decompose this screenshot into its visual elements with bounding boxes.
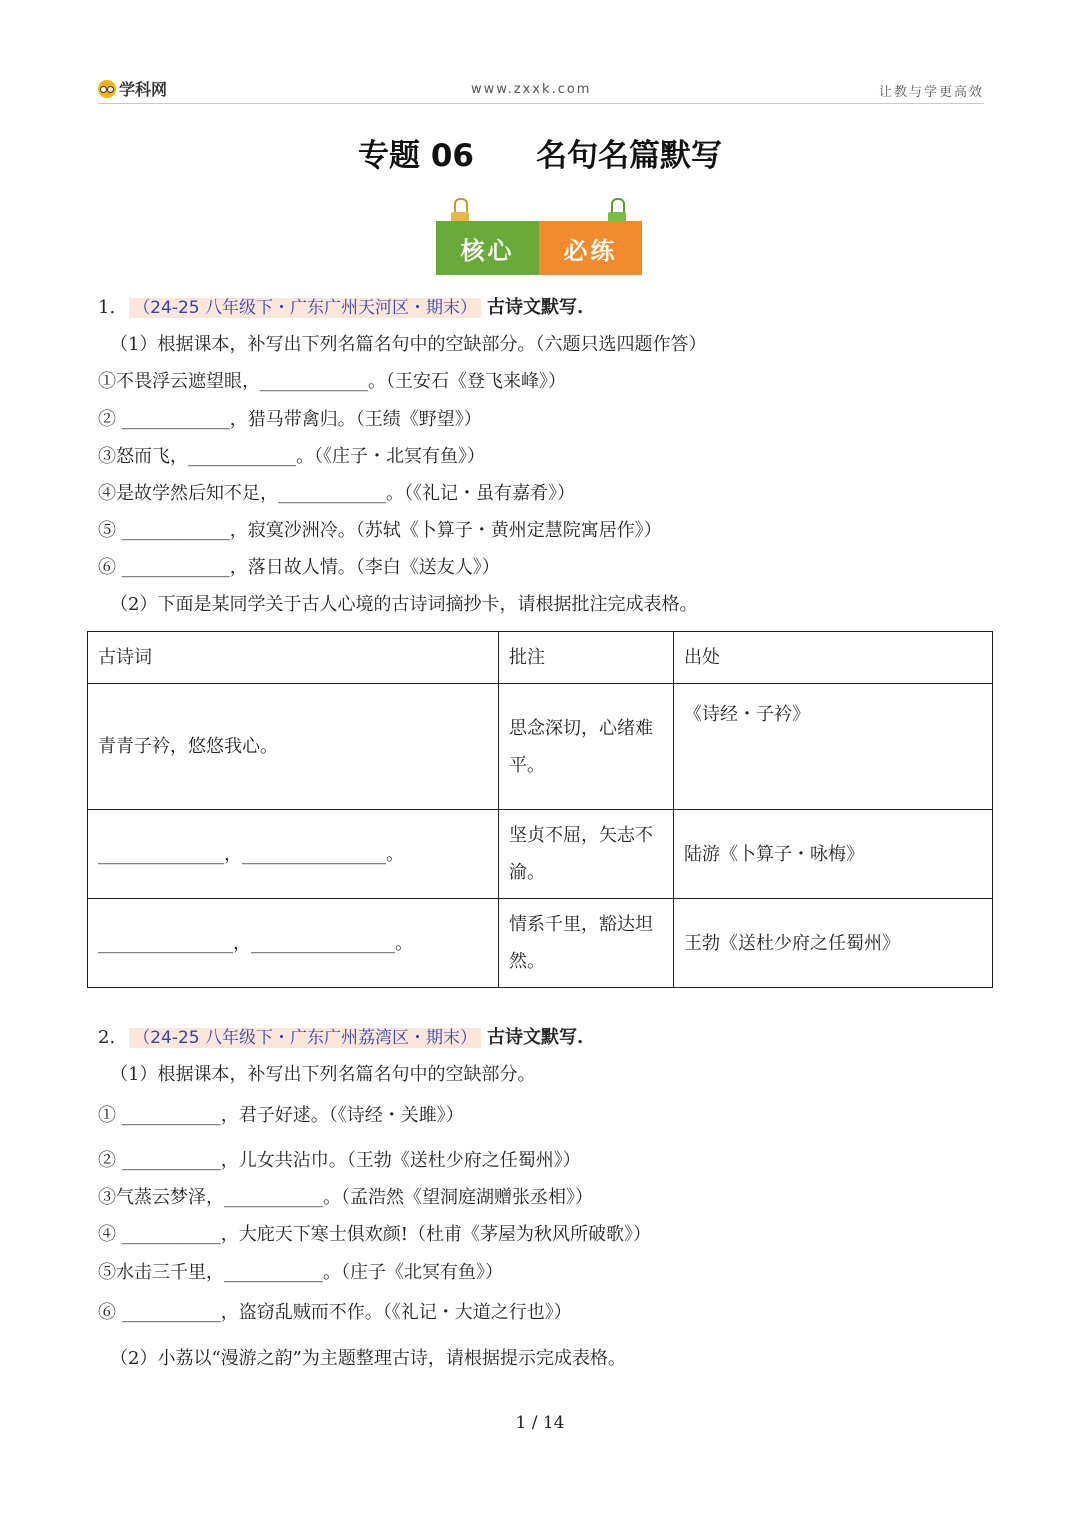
- q2-blank-line: ④ ___________，大庇天下寒士俱欢颜!（杜甫《茅屋为秋风所破歌》）: [98, 1224, 651, 1245]
- table-row: [88, 899, 993, 988]
- header-slogan: 让教与学更高效: [878, 85, 984, 100]
- table-header: 批注: [499, 632, 674, 684]
- question-desc: 古诗文默写.: [487, 297, 584, 318]
- q1-part2-instruction: （2）下面是某同学关于古人心境的古诗词摘抄卡，请根据批注完成表格。: [110, 594, 698, 615]
- table-header: 出处: [674, 632, 993, 684]
- q2-part1-instruction: （1）根据课本，补写出下列名篇名句中的空缺部分。: [110, 1064, 536, 1085]
- q2-part2-instruction: （2）小荔以“漫游之韵”为主题整理古诗，请根据提示完成表格。: [110, 1348, 626, 1369]
- logo: [98, 77, 167, 100]
- q2-blank-line: ③气蒸云梦泽，___________。（孟浩然《望洞庭湖赠张丞相》）: [98, 1187, 593, 1208]
- table-cell-poem: 青青子衿，悠悠我心。: [88, 684, 499, 810]
- page-title: [0, 130, 1080, 175]
- q1-blank-line: ③怒而飞，____________。（《庄子・北冥有鱼》）: [98, 446, 485, 467]
- owl-logo-icon: [98, 80, 116, 98]
- title-topic-number: 专题 06: [358, 138, 474, 174]
- table-cell-source: 《诗经・子衿》: [674, 684, 993, 810]
- question-2-heading: [98, 1026, 583, 1050]
- q1-blank-line: ② ____________，猎马带禽归。（王绩《野望》）: [98, 409, 482, 430]
- question-desc: 古诗文默写.: [487, 1027, 584, 1048]
- q2-blank-line: ② ___________，儿女共沾巾。（王勃《送杜少府之任蜀州》）: [98, 1150, 581, 1171]
- q1-part1-instruction: （1）根据课本，补写出下列名篇名句中的空缺部分。（六题只选四题作答）: [110, 334, 707, 355]
- table-row: [88, 810, 993, 899]
- q1-blank-line: ⑥ ____________，落日故人情。（李白《送友人》）: [98, 557, 500, 578]
- poem-table: [87, 631, 993, 988]
- q1-blank-line: ①不畏浮云遮望眼，____________。（王安石《登飞来峰》）: [98, 371, 566, 392]
- table-cell-source: 王勃《送杜少府之任蜀州》: [674, 899, 993, 988]
- banner-right: 必练: [539, 221, 642, 275]
- page-header: [98, 76, 984, 104]
- question-source: （24-25 八年级下・广东广州荔湾区・期末）: [129, 1028, 481, 1048]
- q1-blank-line: ⑤ ____________，寂寞沙洲冷。（苏轼《卜算子・黄州定慧院寓居作》）: [98, 520, 662, 541]
- table-cell-note: 坚贞不屈，矢志不渝。: [499, 810, 674, 899]
- banner-left: 核心: [436, 221, 539, 275]
- logo-text: 学科网: [119, 80, 168, 99]
- page-number: 1 / 14: [515, 1413, 565, 1433]
- table-cell-poem: ______________，________________。: [88, 810, 499, 899]
- table-cell-note: 思念深切，心绪难平。: [499, 684, 674, 810]
- question-number: 2.: [98, 1027, 116, 1048]
- table-row: [88, 684, 993, 810]
- q2-blank-line: ⑤水击三千里，___________。（庄子《北冥有鱼》）: [98, 1262, 503, 1283]
- q2-blank-line: ⑥ ___________，盗窃乱贼而不作。（《礼记・大道之行也》）: [98, 1302, 572, 1323]
- table-header: 古诗词: [88, 632, 499, 684]
- q2-blank-line: ① ___________，君子好逑。（《诗经・关雎》）: [98, 1105, 464, 1126]
- q1-blank-line: ④是故学然后知不足，____________。（《礼记・虽有嘉肴》）: [98, 483, 575, 504]
- table-cell-source: 陆游《卜算子・咏梅》: [674, 810, 993, 899]
- table-header-row: [88, 632, 993, 684]
- question-source: （24-25 八年级下・广东广州天河区・期末）: [129, 298, 481, 318]
- table-cell-note: 情系千里，豁达坦然。: [499, 899, 674, 988]
- section-banner: [436, 221, 642, 275]
- site-url: www.zxxk.com: [471, 82, 592, 97]
- title-topic-name: 名句名篇默写: [535, 138, 722, 174]
- table-cell-poem: _______________，________________。: [88, 899, 499, 988]
- question-1-heading: [98, 296, 583, 320]
- question-number: 1.: [98, 297, 116, 318]
